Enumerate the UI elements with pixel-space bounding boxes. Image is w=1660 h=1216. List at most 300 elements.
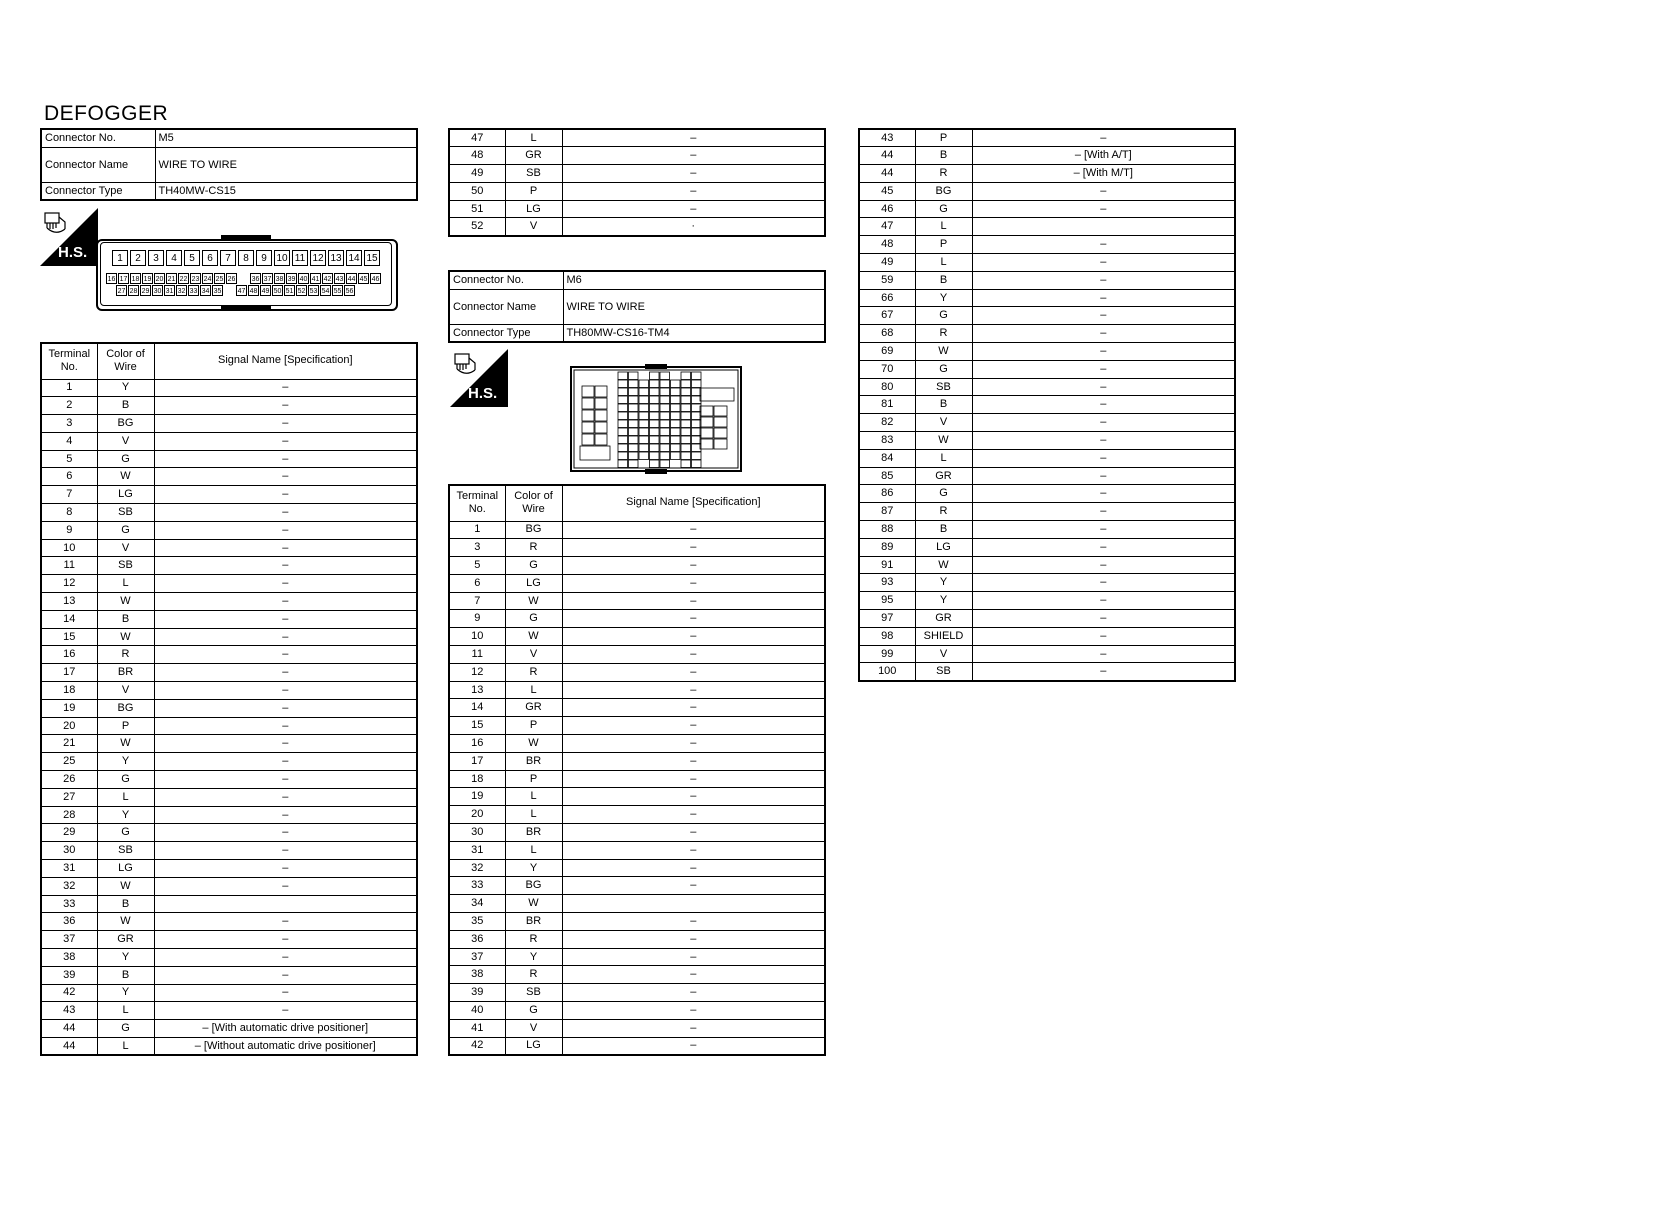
wire-color-cell: G <box>97 1020 154 1038</box>
signal-name-cell: – <box>972 396 1235 414</box>
terminal-no-cell: 7 <box>449 592 505 610</box>
terminal-no-cell: 44 <box>41 1037 97 1055</box>
m5-terminal-table <box>40 342 418 1056</box>
table-row <box>859 663 1235 681</box>
table-row <box>41 504 417 522</box>
terminal-no-cell: 31 <box>449 841 505 859</box>
table-row <box>41 699 417 717</box>
terminal-no-cell: 13 <box>41 593 97 611</box>
table-row <box>859 627 1235 645</box>
signal-name-cell: – <box>972 627 1235 645</box>
signal-name-cell: – <box>562 610 825 628</box>
connector-cavity <box>660 444 670 452</box>
connector-cavity <box>660 404 670 412</box>
wire-color-cell: LG <box>505 574 562 592</box>
connector-cavity <box>650 420 660 428</box>
table-row <box>449 557 825 575</box>
connector-cavity <box>618 420 628 428</box>
connector-cavity <box>681 396 691 404</box>
terminal-no-cell: 67 <box>859 307 915 325</box>
wire-color-cell: P <box>505 717 562 735</box>
table-row <box>449 788 825 806</box>
signal-name-cell: – <box>972 254 1235 272</box>
connector-cavity <box>629 412 639 420</box>
terminal-no-cell: 93 <box>859 574 915 592</box>
wire-color-cell: Y <box>505 859 562 877</box>
connector-cavity <box>681 380 691 388</box>
wire-color-cell: L <box>97 788 154 806</box>
connector-pin: 3 <box>148 250 164 266</box>
connector-cavity <box>582 386 594 397</box>
terminal-no-cell: 18 <box>449 770 505 788</box>
table-row <box>449 948 825 966</box>
m6-hs-badge <box>450 349 508 407</box>
table-row <box>859 414 1235 432</box>
terminal-no-cell: 18 <box>41 682 97 700</box>
connector-cavity <box>660 452 670 460</box>
terminal-no-cell: 26 <box>41 771 97 789</box>
table-row <box>41 415 417 433</box>
wire-color-cell: B <box>915 521 972 539</box>
table-row <box>859 325 1235 343</box>
connector-pin: 2 <box>130 250 146 266</box>
table-row <box>41 1037 417 1055</box>
signal-name-cell: – <box>154 842 417 860</box>
terminal-no-cell: 19 <box>449 788 505 806</box>
terminal-no-cell: 44 <box>859 165 915 183</box>
connector-cavity <box>692 452 702 460</box>
wire-color-cell: SB <box>915 663 972 681</box>
terminal-no-cell: 10 <box>41 539 97 557</box>
connector-cavity <box>629 372 639 380</box>
hs-label: H.S. <box>58 244 88 261</box>
connector-pin: 17 <box>118 273 129 284</box>
connector-cavity <box>639 428 649 436</box>
terminal-no-cell: 88 <box>859 521 915 539</box>
table-row <box>41 450 417 468</box>
wire-color-cell: Y <box>97 949 154 967</box>
wire-color-cell: Y <box>915 289 972 307</box>
connector-cavity <box>700 406 713 416</box>
signal-name-cell: – <box>154 628 417 646</box>
terminal-no-cell: 37 <box>449 948 505 966</box>
connector-pin: 5 <box>184 250 200 266</box>
table-row <box>41 1002 417 1020</box>
table-row <box>859 254 1235 272</box>
terminal-no-cell: 100 <box>859 663 915 681</box>
signal-name-cell: – <box>972 343 1235 361</box>
table-row <box>41 877 417 895</box>
terminal-no-cell: 69 <box>859 343 915 361</box>
connector-cavity <box>650 412 660 420</box>
table-row <box>41 735 417 753</box>
wire-color-cell: L <box>915 218 972 236</box>
signal-name-cell: – <box>154 682 417 700</box>
signal-name-cell: – <box>972 592 1235 610</box>
table-row <box>859 360 1235 378</box>
connector-no-label: Connector No. <box>41 129 155 147</box>
connector-cavity <box>595 434 607 445</box>
connector-cavity <box>660 436 670 444</box>
connector-pin: 9 <box>256 250 272 266</box>
connector-cavity <box>681 388 691 396</box>
wire-color-cell: W <box>915 556 972 574</box>
connector-cavity <box>629 404 639 412</box>
m5-pin-row-3 <box>116 285 355 296</box>
terminal-no-cell: 20 <box>449 806 505 824</box>
signal-name-cell: – <box>154 415 417 433</box>
connector-cavity <box>714 439 727 449</box>
wire-color-cell: SB <box>97 842 154 860</box>
connector-name-value: WIRE TO WIRE <box>155 147 417 182</box>
table-row <box>41 717 417 735</box>
wire-color-cell: G <box>915 200 972 218</box>
connector-cavity <box>681 452 691 460</box>
signal-name-cell: – <box>972 503 1235 521</box>
table-row <box>859 449 1235 467</box>
signal-name-cell: – <box>154 931 417 949</box>
connector-pin: 55 <box>332 285 343 296</box>
wire-color-cell: B <box>97 966 154 984</box>
signal-name-cell: – <box>972 521 1235 539</box>
signal-name-cell: – <box>154 486 417 504</box>
wire-color-cell: Y <box>97 379 154 397</box>
signal-name-cell: – <box>154 521 417 539</box>
signal-name-cell: – <box>562 824 825 842</box>
signal-name-cell: – <box>154 610 417 628</box>
connector-pin: 34 <box>200 285 211 296</box>
signal-name-cell: – <box>154 450 417 468</box>
connector-cavity <box>671 444 681 452</box>
wire-color-cell: R <box>915 165 972 183</box>
signal-name-cell: – <box>562 557 825 575</box>
wire-color-cell: BR <box>505 913 562 931</box>
connector-cavity <box>582 434 594 445</box>
terminal-no-cell: 12 <box>41 575 97 593</box>
table-row <box>449 877 825 895</box>
signal-name-cell: – <box>972 182 1235 200</box>
terminal-no-cell: 15 <box>41 628 97 646</box>
connector-pin: 45 <box>358 273 369 284</box>
terminal-no-cell: 40 <box>449 1002 505 1020</box>
connector-pin: 6 <box>202 250 218 266</box>
wire-color-cell: B <box>915 147 972 165</box>
table-row <box>41 842 417 860</box>
signal-name-cell: – <box>972 485 1235 503</box>
terminal-no-cell: 42 <box>449 1037 505 1055</box>
terminal-no-cell: 48 <box>859 236 915 254</box>
signal-name-cell: – <box>154 966 417 984</box>
header-color-of-wire: Color of Wire <box>97 343 154 379</box>
m5-connector-info <box>40 128 418 201</box>
signal-name-cell: – <box>154 468 417 486</box>
signal-name-cell: – <box>154 735 417 753</box>
terminal-no-cell: 14 <box>449 699 505 717</box>
connector-name-value: WIRE TO WIRE <box>563 289 825 324</box>
table-row <box>859 218 1235 236</box>
wire-color-cell: L <box>915 449 972 467</box>
connector-pin: 21 <box>166 273 177 284</box>
terminal-no-cell: 95 <box>859 592 915 610</box>
connector-cavity <box>692 380 702 388</box>
connector-pin: 49 <box>260 285 271 296</box>
signal-name-cell <box>562 895 825 913</box>
terminal-no-cell: 49 <box>859 254 915 272</box>
wire-color-cell: B <box>97 397 154 415</box>
terminal-no-cell: 39 <box>41 966 97 984</box>
connector-cavity <box>618 436 628 444</box>
wire-color-cell: V <box>915 645 972 663</box>
wire-color-cell: L <box>505 129 562 147</box>
signal-name-cell: – <box>562 717 825 735</box>
signal-name-cell: – <box>154 432 417 450</box>
table-row <box>449 717 825 735</box>
table-row <box>859 485 1235 503</box>
table-row <box>859 610 1235 628</box>
m5-pin-row-2 <box>106 273 381 284</box>
wire-color-cell: B <box>915 396 972 414</box>
terminal-no-cell: 84 <box>859 449 915 467</box>
signal-name-cell: – <box>154 575 417 593</box>
signal-name-cell: – <box>562 165 825 183</box>
terminal-no-cell: 49 <box>449 165 505 183</box>
connector-pin: 36 <box>250 273 261 284</box>
table-row <box>449 699 825 717</box>
connector-pin: 1 <box>112 250 128 266</box>
terminal-no-cell: 97 <box>859 610 915 628</box>
table-row <box>41 628 417 646</box>
header-terminal-no: Terminal No. <box>449 485 505 521</box>
connector-pin: 53 <box>308 285 319 296</box>
connector-cavity <box>692 388 702 396</box>
connector-cavity <box>639 388 649 396</box>
wire-color-cell: W <box>505 592 562 610</box>
table-row <box>449 1037 825 1055</box>
connector-pin: 19 <box>142 273 153 284</box>
wire-color-cell: B <box>915 271 972 289</box>
connector-cavity <box>692 420 702 428</box>
connector-cavity <box>660 428 670 436</box>
terminal-no-cell: 25 <box>41 753 97 771</box>
terminal-no-cell: 47 <box>859 218 915 236</box>
connector-cavity <box>671 404 681 412</box>
connector-cavity <box>650 380 660 388</box>
connector-cavity <box>692 444 702 452</box>
signal-name-cell: – <box>562 646 825 664</box>
connector-cavity <box>595 410 607 421</box>
wire-color-cell: P <box>505 182 562 200</box>
wire-color-cell: G <box>97 824 154 842</box>
signal-name-cell: – <box>154 557 417 575</box>
connector-cavity <box>671 396 681 404</box>
wire-color-cell: P <box>505 770 562 788</box>
connector-cavity <box>660 388 670 396</box>
header-signal-name: Signal Name [Specification] <box>154 343 417 379</box>
table-row <box>449 681 825 699</box>
table-row <box>41 966 417 984</box>
signal-name-cell: – <box>562 966 825 984</box>
connector-cavity <box>639 452 649 460</box>
signal-name-cell: – <box>972 236 1235 254</box>
terminal-no-cell: 43 <box>41 1002 97 1020</box>
signal-name-cell: – <box>562 129 825 147</box>
connector-pin: 51 <box>284 285 295 296</box>
wire-color-cell: V <box>97 682 154 700</box>
terminal-no-cell: 89 <box>859 538 915 556</box>
connector-type-value: TH80MW-CS16-TM4 <box>563 324 825 342</box>
table-row <box>41 913 417 931</box>
terminal-no-cell: 37 <box>41 931 97 949</box>
terminal-no-cell: 12 <box>449 663 505 681</box>
wire-color-cell: W <box>505 895 562 913</box>
connector-no-value: M5 <box>155 129 417 147</box>
connector-cavity <box>681 372 691 380</box>
signal-name-cell: – <box>562 592 825 610</box>
table-row <box>449 521 825 539</box>
table-row <box>859 289 1235 307</box>
terminal-no-cell: 43 <box>859 129 915 147</box>
connector-cavity <box>582 410 594 421</box>
table-row <box>859 645 1235 663</box>
connector-cavity <box>618 428 628 436</box>
connector-pin: 56 <box>344 285 355 296</box>
connector-cavity <box>681 436 691 444</box>
table-row <box>449 592 825 610</box>
signal-name-cell: – <box>972 325 1235 343</box>
signal-name-cell: – <box>972 378 1235 396</box>
page-title: DEFOGGER <box>44 102 169 125</box>
wire-color-cell: BG <box>915 182 972 200</box>
table-row <box>859 129 1235 147</box>
connector-pin: 22 <box>178 273 189 284</box>
signal-name-cell: – <box>972 645 1235 663</box>
wire-color-cell: G <box>97 450 154 468</box>
connector-cavity <box>660 380 670 388</box>
signal-name-cell <box>972 218 1235 236</box>
connector-cavity <box>650 436 660 444</box>
connector-pin: 42 <box>322 273 333 284</box>
connector-pin: 31 <box>164 285 175 296</box>
terminal-no-cell: 34 <box>449 895 505 913</box>
connector-pin: 12 <box>310 250 326 266</box>
terminal-no-cell: 16 <box>41 646 97 664</box>
signal-name-cell: – <box>972 467 1235 485</box>
terminal-no-cell: 36 <box>449 930 505 948</box>
signal-name-cell: – <box>562 841 825 859</box>
connector-pin: 38 <box>274 273 285 284</box>
signal-name-cell: – <box>972 129 1235 147</box>
connector-cavity <box>629 428 639 436</box>
signal-name-cell: – <box>972 663 1235 681</box>
signal-name-cell: – <box>154 913 417 931</box>
terminal-no-cell: 39 <box>449 984 505 1002</box>
wire-color-cell: W <box>505 628 562 646</box>
wire-color-cell: W <box>97 735 154 753</box>
connector-cavity <box>629 444 639 452</box>
terminal-no-cell: 15 <box>449 717 505 735</box>
terminal-no-cell: 50 <box>449 182 505 200</box>
terminal-no-cell: 82 <box>859 414 915 432</box>
table-row <box>449 646 825 664</box>
signal-name-cell: – <box>562 681 825 699</box>
connector-cavity <box>681 460 691 468</box>
wire-color-cell: P <box>915 236 972 254</box>
table-row <box>41 432 417 450</box>
terminal-no-cell: 47 <box>449 129 505 147</box>
table-row <box>41 984 417 1002</box>
wire-color-cell: G <box>915 307 972 325</box>
terminal-no-cell: 1 <box>449 521 505 539</box>
terminal-no-cell: 6 <box>41 468 97 486</box>
connector-pin: 25 <box>214 273 225 284</box>
wire-color-cell: G <box>97 521 154 539</box>
table-row <box>449 1019 825 1037</box>
table-row <box>449 806 825 824</box>
table-row <box>41 593 417 611</box>
wire-color-cell: SB <box>505 165 562 183</box>
signal-name-cell: – <box>972 271 1235 289</box>
wire-color-cell: W <box>97 877 154 895</box>
signal-name-cell: – <box>562 147 825 165</box>
signal-name-cell: – <box>154 1002 417 1020</box>
connector-cavity <box>671 420 681 428</box>
connector-pin: 24 <box>202 273 213 284</box>
wire-color-cell: BR <box>97 664 154 682</box>
table-row <box>449 930 825 948</box>
signal-name-cell: – <box>154 646 417 664</box>
signal-name-cell: · <box>562 218 825 236</box>
terminal-no-cell: 3 <box>449 539 505 557</box>
connector-cavity <box>692 460 702 468</box>
table-row <box>449 182 825 200</box>
connector-pin: 18 <box>130 273 141 284</box>
connector-cavity <box>629 452 639 460</box>
signal-name-cell: – <box>562 200 825 218</box>
table-row <box>41 379 417 397</box>
table-row <box>449 610 825 628</box>
table-row <box>41 788 417 806</box>
terminal-no-cell: 45 <box>859 182 915 200</box>
terminal-no-cell: 3 <box>41 415 97 433</box>
signal-name-cell: – <box>562 628 825 646</box>
connector-cavity <box>650 452 660 460</box>
wire-color-cell: W <box>915 343 972 361</box>
header-terminal-no: Terminal No. <box>41 343 97 379</box>
connector-cavity <box>580 446 610 460</box>
connector-cavity <box>618 444 628 452</box>
signal-name-cell: – <box>562 182 825 200</box>
terminal-no-cell: 11 <box>41 557 97 575</box>
wire-color-cell: G <box>505 557 562 575</box>
connector-pin: 4 <box>166 250 182 266</box>
signal-name-cell: – <box>154 771 417 789</box>
wire-color-cell: R <box>915 503 972 521</box>
signal-name-cell: – <box>562 770 825 788</box>
wire-color-cell: SB <box>97 557 154 575</box>
wire-color-cell: L <box>505 841 562 859</box>
connector-pin: 54 <box>320 285 331 296</box>
wire-color-cell: V <box>505 218 562 236</box>
signal-name-cell: – <box>562 752 825 770</box>
connector-cavity <box>650 388 660 396</box>
table-row <box>449 628 825 646</box>
wire-color-cell: W <box>505 735 562 753</box>
connector-pin: 7 <box>220 250 236 266</box>
terminal-no-cell: 17 <box>41 664 97 682</box>
table-row <box>859 574 1235 592</box>
wire-color-cell: L <box>97 1002 154 1020</box>
table-row <box>449 770 825 788</box>
